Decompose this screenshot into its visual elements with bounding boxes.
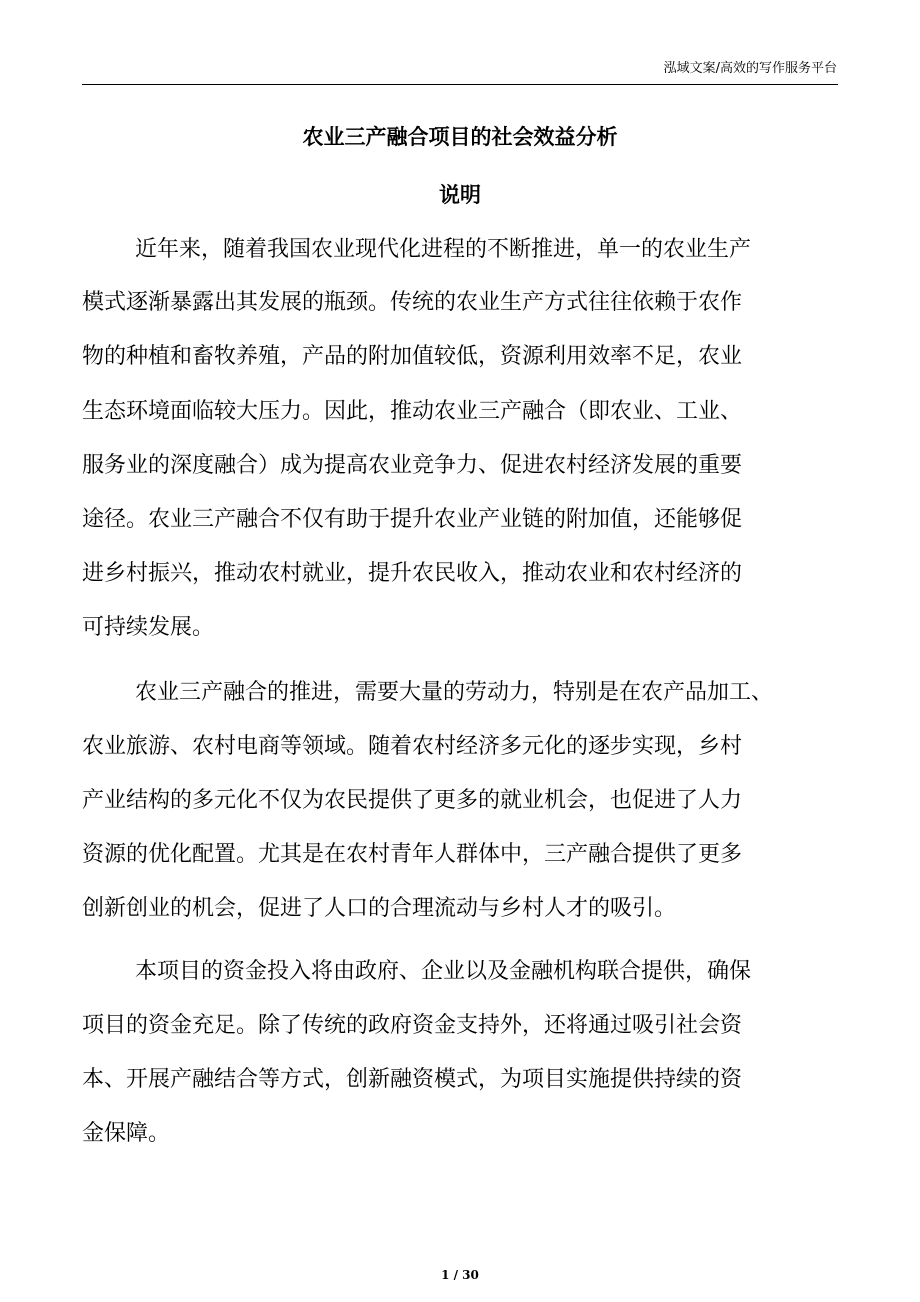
- paragraph-line: 资源的优化配置。尤其是在农村青年人群体中，三产融合提供了更多: [82, 842, 743, 867]
- paragraph-line: 本项目的资金投入将由政府、企业以及金融机构联合提供，确保: [135, 959, 752, 984]
- paragraph-line: 近年来，随着我国农业现代化进程的不断推进，单一的农业生产: [135, 237, 752, 262]
- document-title: 农业三产融合项目的社会效益分析: [302, 125, 618, 149]
- paragraph-line: 创新创业的机会，促进了人口的合理流动与乡村人才的吸引。: [82, 896, 677, 921]
- paragraph-line: 生态环境面临较大压力。因此，推动农业三产融合（即农业、工业、: [82, 399, 743, 424]
- paragraph-line: 进乡村振兴，推动农村就业，提升农民收入，推动农业和农村经济的: [82, 561, 743, 586]
- paragraph-line: 金保障。: [82, 1121, 171, 1146]
- paragraph-line: 途径。农业三产融合不仅有助于提升农业产业链的附加值，还能够促: [82, 507, 743, 532]
- header-divider: [82, 84, 838, 85]
- paragraph-line: 农业三产融合的推进，需要大量的劳动力，特别是在农产品加工、: [135, 680, 774, 705]
- paragraph-line: 物的种植和畜牧养殖，产品的附加值较低，资源利用效率不足，农业: [82, 344, 743, 369]
- document-subtitle: 说明: [439, 183, 481, 207]
- paragraph-line: 可持续发展。: [82, 615, 215, 640]
- paragraph-line: 农业旅游、农村电商等领域。随着农村经济多元化的逐步实现，乡村: [82, 734, 743, 759]
- page-number: 1 / 30: [441, 1268, 479, 1282]
- paragraph-line: 服务业的深度融合）成为提高农业竞争力、促进农村经济发展的重要: [82, 453, 743, 478]
- paragraph-line: 项目的资金充足。除了传统的政府资金支持外，还将通过吸引社会资: [82, 1013, 743, 1038]
- paragraph-line: 模式逐渐暴露出其发展的瓶颈。传统的农业生产方式往往依赖于农作: [82, 290, 743, 315]
- header-brand: 泓域文案/高效的写作服务平台: [663, 61, 837, 76]
- paragraph-line: 产业结构的多元化不仅为农民提供了更多的就业机会，也促进了人力: [82, 788, 743, 813]
- paragraph-line: 本、开展产融结合等方式，创新融资模式，为项目实施提供持续的资: [82, 1067, 743, 1092]
